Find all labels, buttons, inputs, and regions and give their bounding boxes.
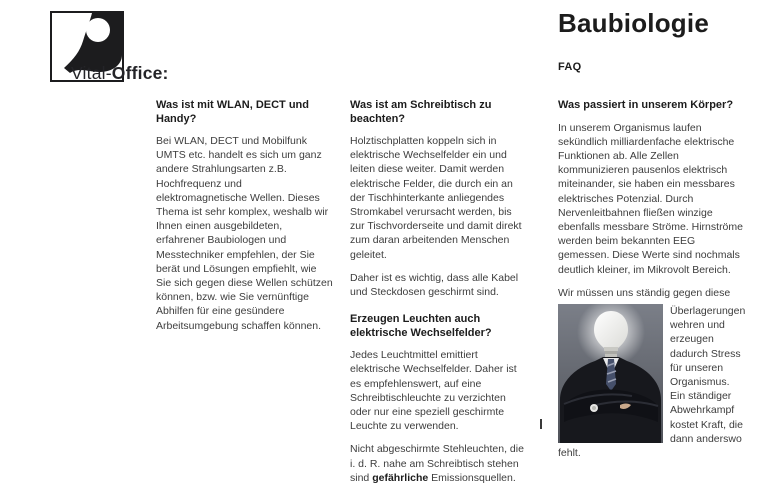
faq-answer-koerper-1: In unserem Organismus laufen sekündlich milliardenfache elektrische Funktionen ab. Alle Zellen kommunizieren pausenlos elektrisch miteinander, sie haben ein messbares elektrisches Potenzial. Durch Nervenleitbahnen fließen winzige ebenfalls messbare Ströme. Hirnströme werden beim bekannten EEG gemessen. Diese Werte sind nochmals deutlich kleiner, im Mikrovolt Bereich. [558,121,743,276]
faq-question-koerper: Was passiert in unserem Körper? [558,99,734,111]
faq-answer-koerper-3: Überlagerungen wehren und erzeugen dadurch Stress für unseren Organismus. Ein ständiger Abwehrkampf kostet Kraft, die dann anderswo fehlt. [558,304,746,459]
crop-mark [540,419,542,429]
answer-text-pre: Nicht abgeschirmte Stehleuchten, die i. d. R. nahe am Schreibtisch stehen sind [350,443,524,484]
faq-answer-leuchten-1: Jedes Leuchtmittel emittiert elektrische Wechselfelder. Daher ist es empfehlenswert, auf eine Schreibtischleuchte zu verzichten oder nur eine speziell geschirmte Leuchte zu verwenden. [350,349,517,433]
faq-question-wlan: Was ist mit WLAN, DECT und Handy? [156,99,309,125]
faq-answer-wlan: Bei WLAN, DECT und Mobilfunk UMTS etc. handelt es sich um ganz andere Strahlungsarten z.B. Hochfrequenz und elektromagnetische Wellen. Dieses Thema ist sehr komplex, weshalb wir Ihnen einen ausgebildeten, erfahrener Baubiologen und Messtechniker empfehlen, der Sie berät und Lösungen empfiehlt, wie Sie sich gegen diese Wellen schützen können, bzw. wie Sie vernünftige Abhilfen für eine gesündere Arbeitsumgebung schaffen können. [156,135,333,332]
page-title: Baubiologie [558,8,709,38]
photo-text-wrap [558,304,747,460]
page-subtitle: FAQ [558,61,582,73]
faq-answer-schreibtisch-1: Holztischplatten koppeln sich in elektrische Wechselfelder ein und leiten diese weiter. Damit werden elektrische Felder, die durch ein an der Tischhinterkante anliegendes Stromkabel verursacht werden, bis zur Tischvorderseite und damit direkt zum daran arbeitenden Menschen geleitet. [350,135,522,261]
logo-wordmark [71,63,169,84]
faq-answer-leuchten-2 [350,442,528,485]
bulb-head-man-photo [558,304,663,443]
vital-office-logo [50,11,250,86]
logo-text-office: Office: [111,63,169,83]
column-koerper [558,99,747,469]
column-schreibtisch-leuchten [350,99,528,494]
column-wlan-dect-handy [156,99,333,342]
faq-question-schreibtisch: Was ist am Schreibtisch zu beachten? [350,99,492,125]
faq-question-leuchten: Erzeugen Leuchten auch elektrische Wechselfelder? [350,313,492,339]
logo-text-vital: Vital- [71,63,112,83]
answer-text-bold: gefährliche [372,471,429,484]
faq-answer-koerper-2: Wir müssen uns ständig gegen diese [558,286,731,299]
answer-text-post: Emissionsquellen. [428,471,516,484]
faq-answer-schreibtisch-2: Daher ist es wichtig, dass alle Kabel und Steckdosen geschirmt sind. [350,271,519,299]
